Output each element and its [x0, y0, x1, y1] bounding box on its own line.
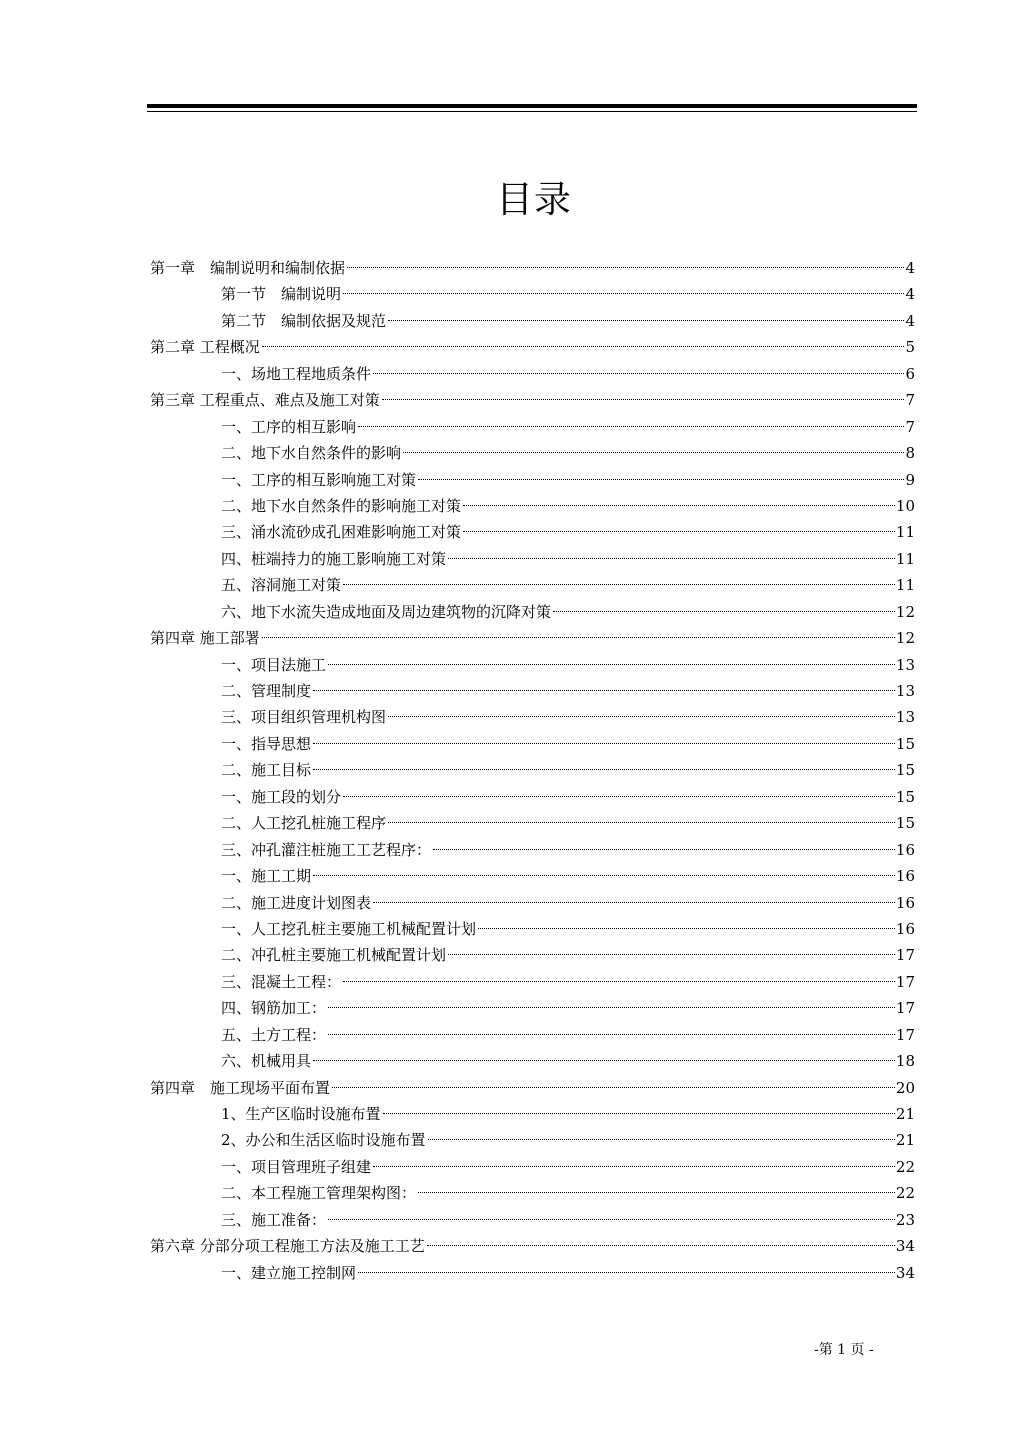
toc-dot-leader: [448, 953, 895, 955]
toc-dot-leader: [463, 504, 895, 506]
toc-dot-leader: [358, 425, 904, 427]
toc-entry-label: 二、管理制度: [221, 682, 312, 700]
toc-section-entry[interactable]: [150, 704, 915, 730]
toc-entry-page-number: 17: [895, 972, 915, 991]
toc-section-entry[interactable]: [150, 1207, 915, 1233]
toc-dot-leader: [313, 874, 895, 876]
toc-dot-leader: [403, 451, 904, 453]
table-of-contents: [150, 255, 915, 1286]
toc-entry-page-number: 13: [895, 682, 915, 700]
toc-section-entry[interactable]: [150, 467, 915, 493]
toc-section-entry[interactable]: [150, 1260, 915, 1286]
page-title: 目录: [496, 178, 572, 221]
toc-entry-page-number: 12: [895, 602, 915, 621]
toc-chapter-entry[interactable]: [150, 334, 915, 360]
toc-entry-page-number: 20: [895, 1078, 915, 1097]
toc-entry-page-number: 16: [895, 919, 915, 938]
toc-dot-leader: [388, 319, 904, 321]
toc-entry-label: 二、本工程施工管理架构图：: [221, 1184, 417, 1203]
toc-entry-label: 二、地下水自然条件的影响: [221, 444, 402, 463]
toc-entry-page-number: 22: [895, 1184, 915, 1203]
toc-dot-leader: [388, 715, 895, 717]
toc-entry-label: 第六章 分部分项工程施工方法及施工工艺: [150, 1237, 425, 1256]
toc-chapter-entry[interactable]: [150, 1233, 915, 1259]
toc-entry-label: 三、项目组织管理机构图: [221, 708, 387, 727]
toc-section-entry[interactable]: [150, 414, 915, 440]
toc-section-entry[interactable]: [150, 599, 915, 625]
toc-section-entry[interactable]: [150, 1022, 915, 1048]
toc-entry-label: 五、土方工程：: [221, 1025, 327, 1044]
toc-dot-leader: [313, 1059, 895, 1061]
toc-section-entry[interactable]: [150, 1154, 915, 1180]
toc-section-entry[interactable]: [150, 308, 915, 334]
toc-entry-page-number: 8: [905, 444, 915, 463]
toc-entry-page-number: 21: [895, 1105, 915, 1123]
toc-entry-label: 二、施工进度计划图表: [221, 893, 372, 912]
toc-chapter-entry[interactable]: [150, 255, 915, 281]
toc-dot-leader: [313, 768, 895, 770]
toc-entry-label: 三、施工准备：: [221, 1210, 327, 1229]
toc-dot-leader: [343, 583, 895, 585]
toc-entry-page-number: 11: [895, 549, 915, 568]
toc-chapter-entry[interactable]: [150, 1075, 915, 1101]
toc-section-entry[interactable]: [150, 361, 915, 387]
toc-entry-label: 六、机械用具: [221, 1052, 312, 1071]
toc-entry-label: 六、地下水流失造成地面及周边建筑物的沉降对策: [221, 602, 552, 621]
toc-section-entry[interactable]: [150, 652, 915, 678]
toc-dot-leader: [427, 1244, 895, 1246]
toc-section-entry[interactable]: [150, 863, 915, 889]
toc-dot-leader: [262, 636, 895, 638]
toc-entry-label: 第二节 编制依据及规范: [221, 311, 387, 330]
toc-dot-leader: [262, 345, 905, 347]
toc-section-entry[interactable]: [150, 757, 915, 783]
toc-entry-page-number: 13: [895, 708, 915, 727]
toc-dot-leader: [448, 557, 895, 559]
toc-entry-page-number: 4: [905, 285, 915, 304]
toc-entry-label: 第一节 编制说明: [221, 285, 342, 304]
toc-section-entry[interactable]: [150, 440, 915, 466]
toc-dot-leader: [343, 980, 895, 982]
toc-entry-label: 二、施工目标: [221, 761, 312, 780]
toc-section-entry[interactable]: [150, 1127, 915, 1153]
toc-entry-label: 第四章 施工部署: [150, 629, 260, 648]
toc-entry-label: 第三章 工程重点、难点及施工对策: [150, 391, 380, 410]
toc-entry-label: 三、冲孔灌注桩施工工艺程序：: [221, 840, 432, 859]
toc-entry-page-number: 5: [905, 338, 915, 357]
toc-entry-page-number: 7: [905, 417, 915, 436]
toc-section-entry[interactable]: [150, 890, 915, 916]
toc-entry-page-number: 34: [895, 1263, 915, 1282]
toc-entry-label: 二、人工挖孔桩施工程序: [221, 814, 387, 833]
toc-entry-page-number: 13: [895, 655, 915, 674]
toc-dot-leader: [373, 372, 904, 374]
toc-section-entry[interactable]: [150, 916, 915, 942]
toc-entry-page-number: 12: [895, 629, 915, 648]
toc-section-entry[interactable]: [150, 519, 915, 545]
toc-chapter-entry[interactable]: [150, 625, 915, 651]
toc-dot-leader: [347, 266, 904, 268]
toc-section-entry[interactable]: [150, 837, 915, 863]
header-rule-thick: [147, 104, 917, 108]
toc-chapter-entry[interactable]: [150, 387, 915, 413]
toc-entry-label: 第四章 施工现场平面布置: [150, 1078, 331, 1097]
toc-entry-page-number: 10: [895, 496, 915, 515]
toc-dot-leader: [343, 795, 895, 797]
toc-dot-leader: [418, 1191, 895, 1193]
toc-dot-leader: [553, 610, 895, 612]
toc-dot-leader: [358, 1271, 895, 1273]
toc-section-entry[interactable]: [150, 995, 915, 1021]
toc-dot-leader: [388, 821, 895, 823]
toc-entry-label: 五、溶洞施工对策: [221, 576, 342, 595]
toc-entry-page-number: 21: [895, 1131, 915, 1150]
toc-entry-label: 三、混凝土工程：: [221, 972, 342, 991]
toc-entry-page-number: 17: [895, 999, 915, 1018]
toc-entry-label: 三、涌水流砂成孔困难影响施工对策: [221, 523, 462, 542]
toc-dot-leader: [382, 398, 905, 400]
toc-entry-page-number: 9: [905, 470, 915, 489]
toc-section-entry[interactable]: [150, 572, 915, 598]
toc-dot-leader: [328, 1218, 895, 1220]
toc-entry-page-number: 34: [895, 1237, 915, 1256]
toc-entry-label: 2、办公和生活区临时设施布置: [221, 1131, 426, 1150]
toc-dot-leader: [373, 901, 895, 903]
toc-entry-page-number: 16: [895, 867, 915, 886]
toc-entry-page-number: 15: [895, 761, 915, 780]
toc-entry-page-number: 7: [905, 391, 915, 410]
toc-entry-label: 一、工序的相互影响: [221, 417, 357, 436]
toc-entry-label: 一、项目法施工: [221, 655, 327, 674]
toc-entry-page-number: 23: [895, 1210, 915, 1229]
toc-entry-label: 一、施工工期: [221, 867, 312, 886]
toc-section-entry[interactable]: [150, 281, 915, 307]
toc-dot-leader: [332, 1086, 895, 1088]
toc-section-entry[interactable]: [150, 969, 915, 995]
toc-section-entry[interactable]: [150, 942, 915, 968]
toc-dot-leader: [433, 848, 895, 850]
toc-entry-label: 第二章 工程概况: [150, 338, 260, 357]
toc-dot-leader: [328, 663, 895, 665]
toc-entry-label: 第一章 编制说明和编制依据: [150, 259, 346, 277]
toc-entry-page-number: 11: [895, 576, 915, 595]
toc-dot-leader: [418, 478, 904, 480]
toc-entry-label: 一、施工段的划分: [221, 787, 342, 806]
toc-section-entry[interactable]: [150, 1180, 915, 1206]
toc-entry-page-number: 17: [895, 946, 915, 965]
toc-entry-page-number: 16: [895, 840, 915, 859]
toc-dot-leader: [328, 1006, 895, 1008]
toc-entry-label: 二、冲孔桩主要施工机械配置计划: [221, 946, 447, 965]
toc-dot-leader: [373, 1165, 895, 1167]
toc-section-entry[interactable]: [150, 810, 915, 836]
toc-dot-leader: [343, 292, 904, 294]
toc-entry-label: 二、地下水自然条件的影响施工对策: [221, 496, 462, 515]
header-rule-thin: [147, 111, 917, 112]
toc-entry-page-number: 4: [905, 311, 915, 330]
toc-entry-page-number: 22: [895, 1157, 915, 1176]
toc-entry-label: 一、指导思想: [221, 734, 312, 753]
toc-dot-leader: [478, 927, 895, 929]
toc-dot-leader: [313, 742, 895, 744]
toc-entry-page-number: 18: [895, 1052, 915, 1071]
toc-entry-page-number: 4: [905, 259, 915, 277]
toc-dot-leader: [463, 530, 895, 532]
toc-entry-label: 1、生产区临时设施布置: [221, 1105, 381, 1123]
toc-entry-label: 四、钢筋加工：: [221, 999, 327, 1018]
toc-entry-page-number: 15: [895, 787, 915, 806]
toc-entry-page-number: 6: [905, 364, 915, 383]
toc-section-entry[interactable]: [150, 784, 915, 810]
toc-dot-leader: [328, 1033, 895, 1035]
toc-section-entry[interactable]: [150, 1048, 915, 1074]
toc-entry-page-number: 15: [895, 734, 915, 753]
toc-entry-label: 一、场地工程地质条件: [221, 364, 372, 383]
toc-entry-label: 一、工序的相互影响施工对策: [221, 470, 417, 489]
toc-section-entry[interactable]: [150, 546, 915, 572]
toc-entry-label: 一、人工挖孔桩主要施工机械配置计划: [221, 919, 477, 938]
toc-section-entry[interactable]: [150, 493, 915, 519]
toc-entry-page-number: 15: [895, 814, 915, 833]
toc-dot-leader: [383, 1112, 895, 1114]
toc-entry-label: 四、桩端持力的施工影响施工对策: [221, 549, 447, 568]
toc-entry-page-number: 16: [895, 893, 915, 912]
toc-section-entry[interactable]: [150, 678, 915, 704]
page-footer: -第 1 页 -: [814, 1342, 874, 1358]
toc-dot-leader: [313, 689, 895, 691]
toc-section-entry[interactable]: [150, 1101, 915, 1127]
toc-entry-page-number: 17: [895, 1025, 915, 1044]
toc-entry-label: 一、建立施工控制网: [221, 1263, 357, 1282]
toc-entry-page-number: 11: [895, 523, 915, 542]
toc-section-entry[interactable]: [150, 731, 915, 757]
toc-dot-leader: [428, 1138, 895, 1140]
toc-entry-label: 一、项目管理班子组建: [221, 1157, 372, 1176]
